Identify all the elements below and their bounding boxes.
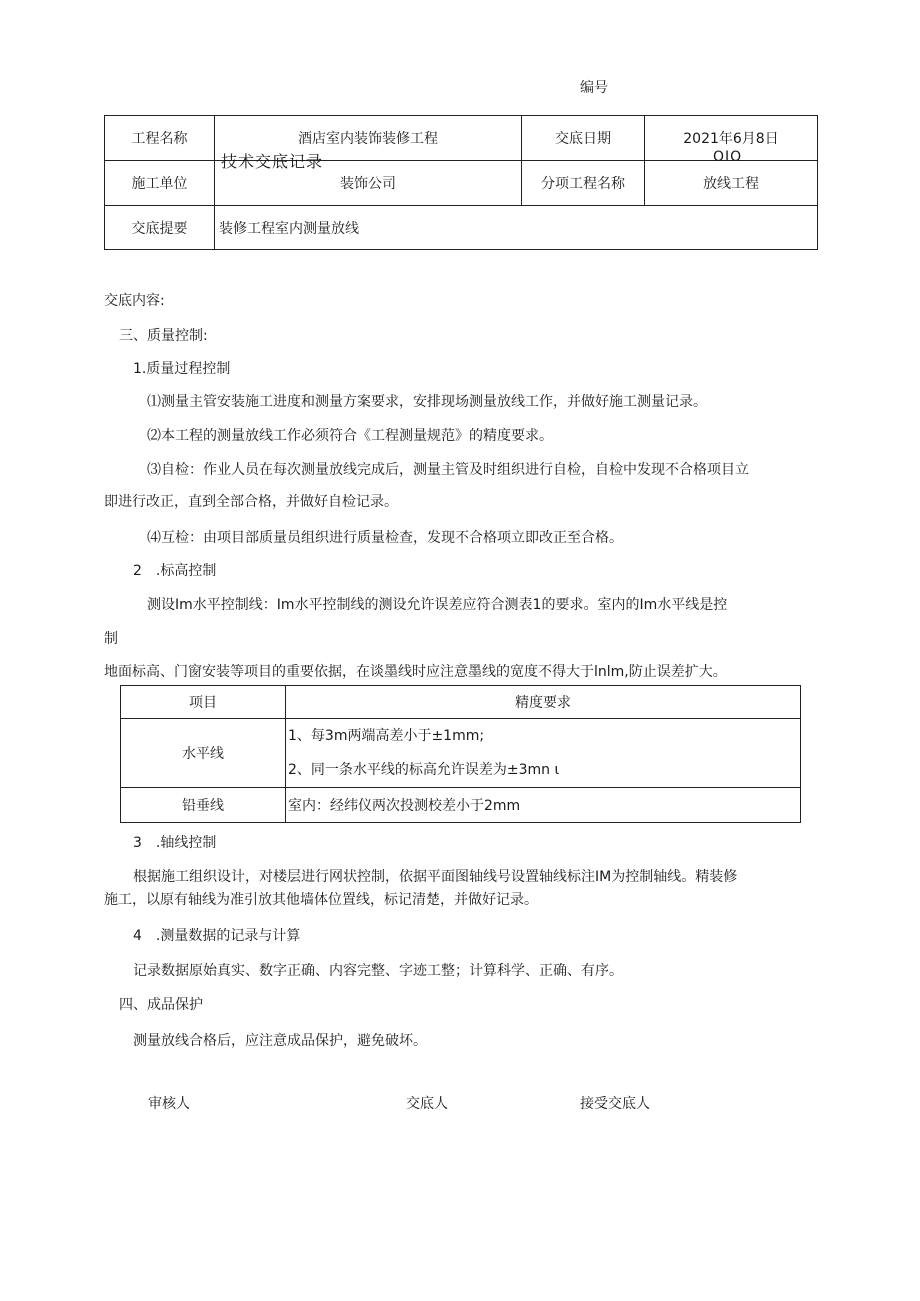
- subproject-label: 分项工程名称: [522, 161, 645, 206]
- paragraph-records: 记录数据原始真实、数字正确、内容完整、字迹工整；计算科学、正确、有序。: [133, 963, 623, 979]
- summary-value: 装修工程室内测量放线: [215, 206, 818, 250]
- precision-table: [120, 685, 801, 823]
- paragraph-item3-line1: ⑶自检：作业人员在每次测量放线完成后，测量主管及时组织进行自检，自检中发现不合格项目立: [147, 462, 749, 478]
- paragraph-item1: ⑴测量主管安装施工进度和测量方案要求，安排现场测量放线工作，并做好施工测量记录。: [147, 394, 707, 410]
- precision-header-item: 项目: [121, 686, 286, 719]
- paragraph-axis-line2: 施工，以原有轴线为准引放其他墙体位置线，标记清楚，并做好记录。: [104, 892, 538, 908]
- precision-row-plumb: 铅垂线: [121, 788, 286, 823]
- subproject-value: 放线工程: [645, 161, 818, 206]
- precision-row-horizontal-requirements: [286, 719, 801, 788]
- paragraph-level-line2: 制: [104, 631, 118, 647]
- paragraph-level-line1: 测设Im水平控制线：Im水平控制线的测设允许误差应符合测表1的要求。室内的Im水平线是控: [147, 597, 728, 613]
- content-label: 交底内容:: [104, 293, 165, 309]
- project-name-label: 工程名称: [105, 116, 215, 161]
- signature-reviewer: 审核人: [148, 1096, 190, 1112]
- requirement-line-2: 2、同一条水平线的标高允许误差为±3mn ι: [288, 762, 560, 778]
- summary-label: 交底提要: [105, 206, 215, 250]
- precision-header-requirement: 精度要求: [286, 686, 801, 719]
- project-name-value: 酒店室内装饰装修工程: [215, 116, 522, 161]
- signature-receiver: 接受交底人: [580, 1096, 650, 1112]
- subsection-measurement-records: 4 .测量数据的记录与计算: [133, 928, 301, 944]
- info-table: [104, 115, 818, 250]
- paragraph-protection: 测量放线合格后，应注意成品保护，避免破坏。: [133, 1033, 427, 1049]
- paragraph-item4: ⑷互检：由项目部质量员组织进行质量检查，发现不合格项立即改正至合格。: [147, 530, 623, 546]
- section-quality-control: 三、质量控制:: [119, 328, 208, 344]
- subsection-process-control: 1.质量过程控制: [133, 361, 231, 377]
- unit-label: 施工单位: [105, 161, 215, 206]
- subsection-elevation-control: 2 .标高控制: [133, 563, 217, 579]
- paragraph-axis-line1: 根据施工组织设计，对楼层进行网状控制，依据平面图轴线号设置轴线标注IM为控制轴线。精装修: [133, 869, 738, 885]
- unit-value: 装饰公司: [215, 161, 522, 206]
- requirement-line-1: 1、每3m两端高差小于±1mm;: [288, 728, 485, 744]
- serial-number-label: 编号: [580, 80, 608, 96]
- paragraph-level-line3: 地面标高、门窗安装等项目的重要依据，在谈墨线时应注意墨线的宽度不得大于lnlm,防止误差扩大。: [104, 664, 727, 680]
- date-value: 2021年6月8日: [645, 116, 818, 161]
- document-title: 技术交底记录: [221, 152, 324, 171]
- precision-row-plumb-requirement: 室内：经纬仪两次投测校差小于2mm: [286, 788, 801, 823]
- paragraph-item2: ⑵本工程的测量放线工作必须符合《工程测量规范》的精度要求。: [147, 428, 553, 444]
- date-suffix: OIO: [713, 149, 743, 165]
- date-label: 交底日期: [522, 116, 645, 161]
- subsection-axis-control: 3 .轴线控制: [133, 835, 217, 851]
- section-product-protection: 四、成品保护: [119, 997, 203, 1013]
- precision-row-horizontal: 水平线: [121, 719, 286, 788]
- paragraph-item3-line2: 即进行改正，直到全部合格，并做好自检记录。: [104, 494, 398, 510]
- signature-discloser: 交底人: [406, 1096, 448, 1112]
